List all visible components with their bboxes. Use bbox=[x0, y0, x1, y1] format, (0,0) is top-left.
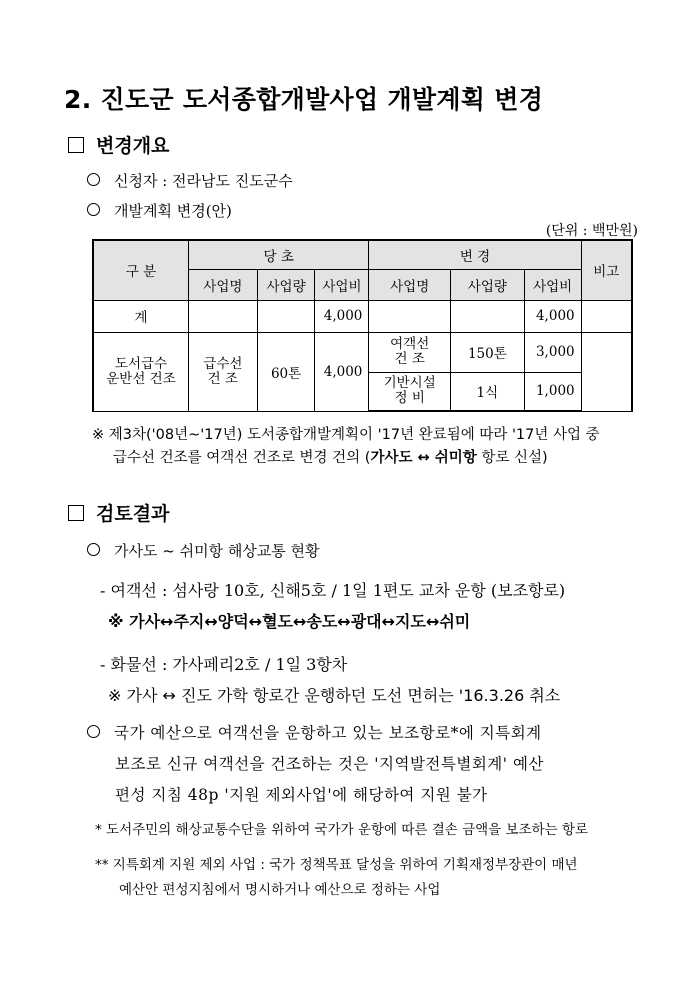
table-note-line1: ※ 제3차('08년~'17년) 도서종합개발계획이 '17년 완료됨에 따라 '17년 사업 중 bbox=[92, 427, 600, 443]
table-note-line2-post: 항로 신설) bbox=[476, 450, 548, 466]
checkbox-square-icon bbox=[68, 505, 84, 521]
section-heading-review bbox=[68, 499, 169, 526]
passenger-route-line: ※ 가사↔주지↔양덕↔혈도↔송도↔광대↔지도↔쉬미 bbox=[108, 612, 471, 631]
new-row-1-name bbox=[369, 332, 451, 372]
plan-change-table bbox=[92, 239, 633, 412]
section-heading-overview-label: 변경개요 bbox=[96, 135, 170, 157]
item-orig-detail-line2: 건 조 bbox=[207, 370, 239, 387]
header-orig-cost: 사업비 bbox=[315, 269, 369, 300]
header-remarks: 비고 bbox=[581, 240, 632, 300]
applicant-line bbox=[87, 170, 293, 191]
conclusion-line2: 보조로 신규 여객선을 건조하는 것은 '지역발전특별회계' 예산 bbox=[115, 755, 544, 773]
conclusion-line1 bbox=[87, 718, 542, 749]
header-orig-quantity: 사업량 bbox=[257, 269, 315, 300]
new-row-2-name-line1: 기반시설 bbox=[383, 375, 436, 392]
new-row-1-qty: 150톤 bbox=[450, 332, 524, 372]
section-heading-overview bbox=[68, 131, 169, 158]
header-changed: 변 경 bbox=[369, 240, 581, 269]
total-label: 계 bbox=[93, 300, 189, 332]
table-row-total bbox=[93, 300, 632, 332]
plan-change-text: 개발계획 변경(안) bbox=[114, 202, 232, 220]
new-row-2-name bbox=[369, 372, 451, 411]
new-row-1-name-line2: 건 조 bbox=[394, 351, 425, 367]
cargo-note-line: ※ 가사 ↔ 진도 가학 항로간 운행하던 도선 면허는 '16.3.26 취소 bbox=[108, 686, 561, 705]
item-orig-name-line2: 운반선 건조 bbox=[106, 370, 176, 387]
status-title-line bbox=[87, 540, 320, 561]
item-orig-cost: 4,000 bbox=[315, 332, 369, 411]
item-orig-name-line1: 도서급수 bbox=[114, 355, 168, 372]
new-row-2-name-line2: 정 비 bbox=[394, 390, 425, 407]
total-new-qty bbox=[450, 300, 524, 332]
footnote-2-line1: ** 지특회계 지원 제외 사업 : 국가 정책목표 달성을 위하여 기획재정부장관이 매년 bbox=[95, 857, 578, 873]
header-division: 구 분 bbox=[93, 240, 189, 300]
header-new-quantity: 사업량 bbox=[450, 269, 524, 300]
cargo-ship-line: - 화물선 : 가사페리2호 / 1일 3항차 bbox=[100, 655, 348, 674]
circle-bullet-icon bbox=[87, 725, 100, 738]
new-row-2-cost: 1,000 bbox=[524, 372, 581, 411]
total-orig-cost: 4,000 bbox=[315, 300, 369, 332]
total-remarks bbox=[581, 300, 632, 332]
item-remarks bbox=[581, 332, 632, 411]
item-orig-qty: 60톤 bbox=[257, 332, 315, 411]
checkbox-square-icon bbox=[68, 137, 84, 153]
header-new-cost: 사업비 bbox=[524, 269, 581, 300]
circle-bullet-icon bbox=[87, 173, 100, 186]
total-orig-name bbox=[189, 300, 258, 332]
new-row-2-qty: 1식 bbox=[450, 372, 524, 411]
section-heading-review-label: 검토결과 bbox=[96, 503, 170, 525]
applicant-text: 신청자 : 전라남도 진도군수 bbox=[114, 172, 293, 190]
header-orig-project-name: 사업명 bbox=[189, 269, 258, 300]
item-orig-detail-line1: 급수선 bbox=[203, 355, 243, 372]
item-orig-name bbox=[93, 332, 189, 411]
status-title-text: 가사도 ~ 쉬미항 해상교통 현황 bbox=[114, 542, 320, 560]
table-note-line2 bbox=[113, 447, 548, 470]
passenger-ship-line: - 여객선 : 섬사랑 10호, 신해5호 / 1일 1편도 교차 운항 (보조항로) bbox=[100, 581, 566, 600]
page-title: 2. 진도군 도서종합개발사업 개발계획 변경 bbox=[64, 85, 544, 114]
plan-change-line bbox=[87, 200, 232, 221]
circle-bullet-icon bbox=[87, 543, 100, 556]
header-original: 당 초 bbox=[189, 240, 369, 269]
total-orig-qty bbox=[257, 300, 315, 332]
table-row-item-1 bbox=[93, 332, 632, 372]
item-orig-detail bbox=[189, 332, 258, 411]
new-row-1-cost: 3,000 bbox=[524, 332, 581, 372]
footnote-2-line2: 예산안 편성지침에서 명시하거나 예산으로 정하는 사업 bbox=[119, 882, 441, 898]
conclusion-line1-text: 국가 예산으로 여객선을 운항하고 있는 보조항로*에 지특회계 bbox=[114, 724, 542, 742]
circle-bullet-icon bbox=[87, 203, 100, 216]
total-new-name bbox=[369, 300, 451, 332]
conclusion-line3: 편성 지침 48p '지원 제외사업'에 해당하여 지원 불가 bbox=[115, 786, 488, 804]
total-new-cost: 4,000 bbox=[524, 300, 581, 332]
table-note-route: 가사도 ↔ 쉬미항 bbox=[370, 450, 477, 466]
footnote-1: * 도서주민의 해상교통수단을 위하여 국가가 운항에 따른 결손 금액을 보조하는 항로 bbox=[95, 822, 589, 838]
header-new-project-name: 사업명 bbox=[369, 269, 451, 300]
unit-label: (단위 : 백만원) bbox=[545, 223, 638, 239]
table-note-line2-pre: 급수선 건조를 여객선 건조로 변경 건의 ( bbox=[113, 450, 371, 466]
new-row-1-name-line1: 여객선 bbox=[390, 336, 430, 352]
